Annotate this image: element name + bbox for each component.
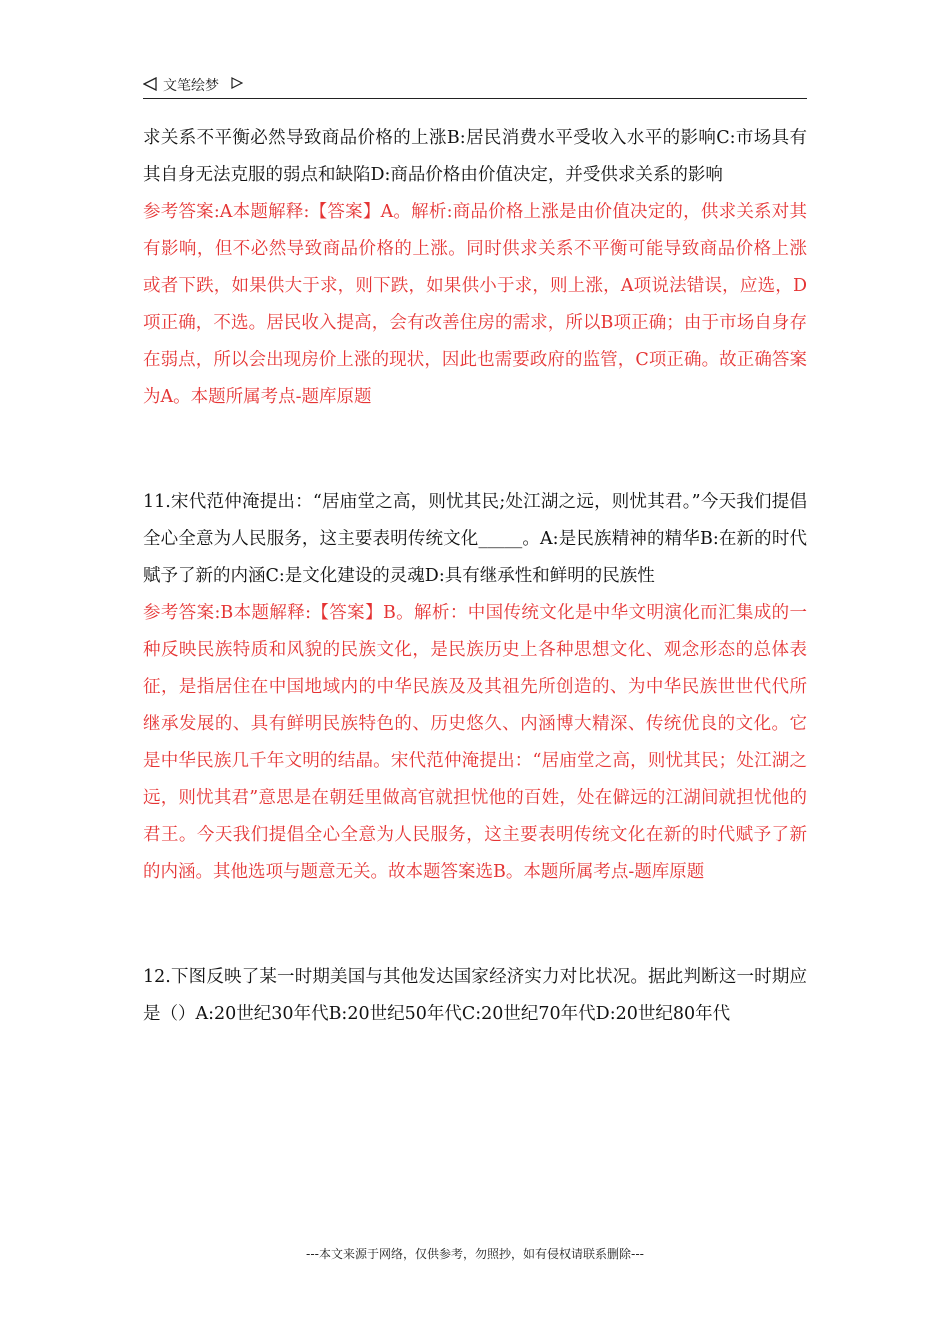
brand-title: 文笔绘梦 xyxy=(163,78,219,94)
document-body xyxy=(143,120,807,1033)
page-header xyxy=(143,72,807,99)
footer-disclaimer: ---本文来源于网络，仅供参考，勿照抄，如有侵权请联系删除--- xyxy=(306,1247,644,1261)
triangle-right-icon xyxy=(231,77,243,89)
spacer xyxy=(143,416,807,484)
answer-text: 参考答案:A本题解释:【答案】A。解析:商品价格上涨是由价值决定的，供求关系对其有影响，但不必然导致商品价格的上涨。同时供求关系不平衡可能导致商品价格上涨或者下跌，如果供大于求，则下跌，如果供小于求，则上涨，A项说法错误，应选，D项正确，不选。居民收入提高，会有改善住房的需求，所以B项正确；由于市场自身存在弱点，所以会出现房价上涨的现状，因此也需要政府的监管，C项正确。故正确答案为A。本题所属考点-题库原题 xyxy=(143,202,807,407)
question-text: 求关系不平衡必然导致商品价格的上涨B:居民消费水平受收入水平的影响C:市场具有其自身无法克服的弱点和缺陷D:商品价格由价值决定，并受供求关系的影响 xyxy=(143,128,807,185)
triangle-left-icon xyxy=(143,77,157,91)
question-text: 12.下图反映了某一时期美国与其他发达国家经济实力对比状况。据此判断这一时期应是（）A:20世纪30年代B:20世纪50年代C:20世纪70年代D:20世纪80年代 xyxy=(143,967,807,1024)
answer-text: 参考答案:B本题解释:【答案】B。解析：中国传统文化是中华文明演化而汇集成的一种反映民族特质和风貌的民族文化，是民族历史上各种思想文化、观念形态的总体表征，是指居住在中国地域内的中华民族及及其祖先所创造的、为中华民族世世代代所继承发展的、具有鲜明民族特色的、历史悠久、内涵博大精深、传统优良的文化。它是中华民族几千年文明的结晶。宋代范仲淹提出：“居庙堂之高，则忧其民；处江湖之远，则忧其君”意思是在朝廷里做高官就担忧他的百姓，处在僻远的江湖间就担忧他的君王。今天我们提倡全心全意为人民服务，这主要表明传统文化在新的时代赋予了新的内涵。其他选项与题意无关。故本题答案选B。本题所属考点-题库原题 xyxy=(143,603,807,882)
spacer xyxy=(143,891,807,959)
question-text: 11.宋代范仲淹提出：“居庙堂之高，则忧其民;处江湖之远，则忧其君。”今天我们提倡全心全意为人民服务，这主要表明传统文化_____。A:是民族精神的精华B:在新的时代赋予了新的内涵C:是文化建设的灵魂D:具有继承性和鲜明的民族性 xyxy=(143,492,807,586)
